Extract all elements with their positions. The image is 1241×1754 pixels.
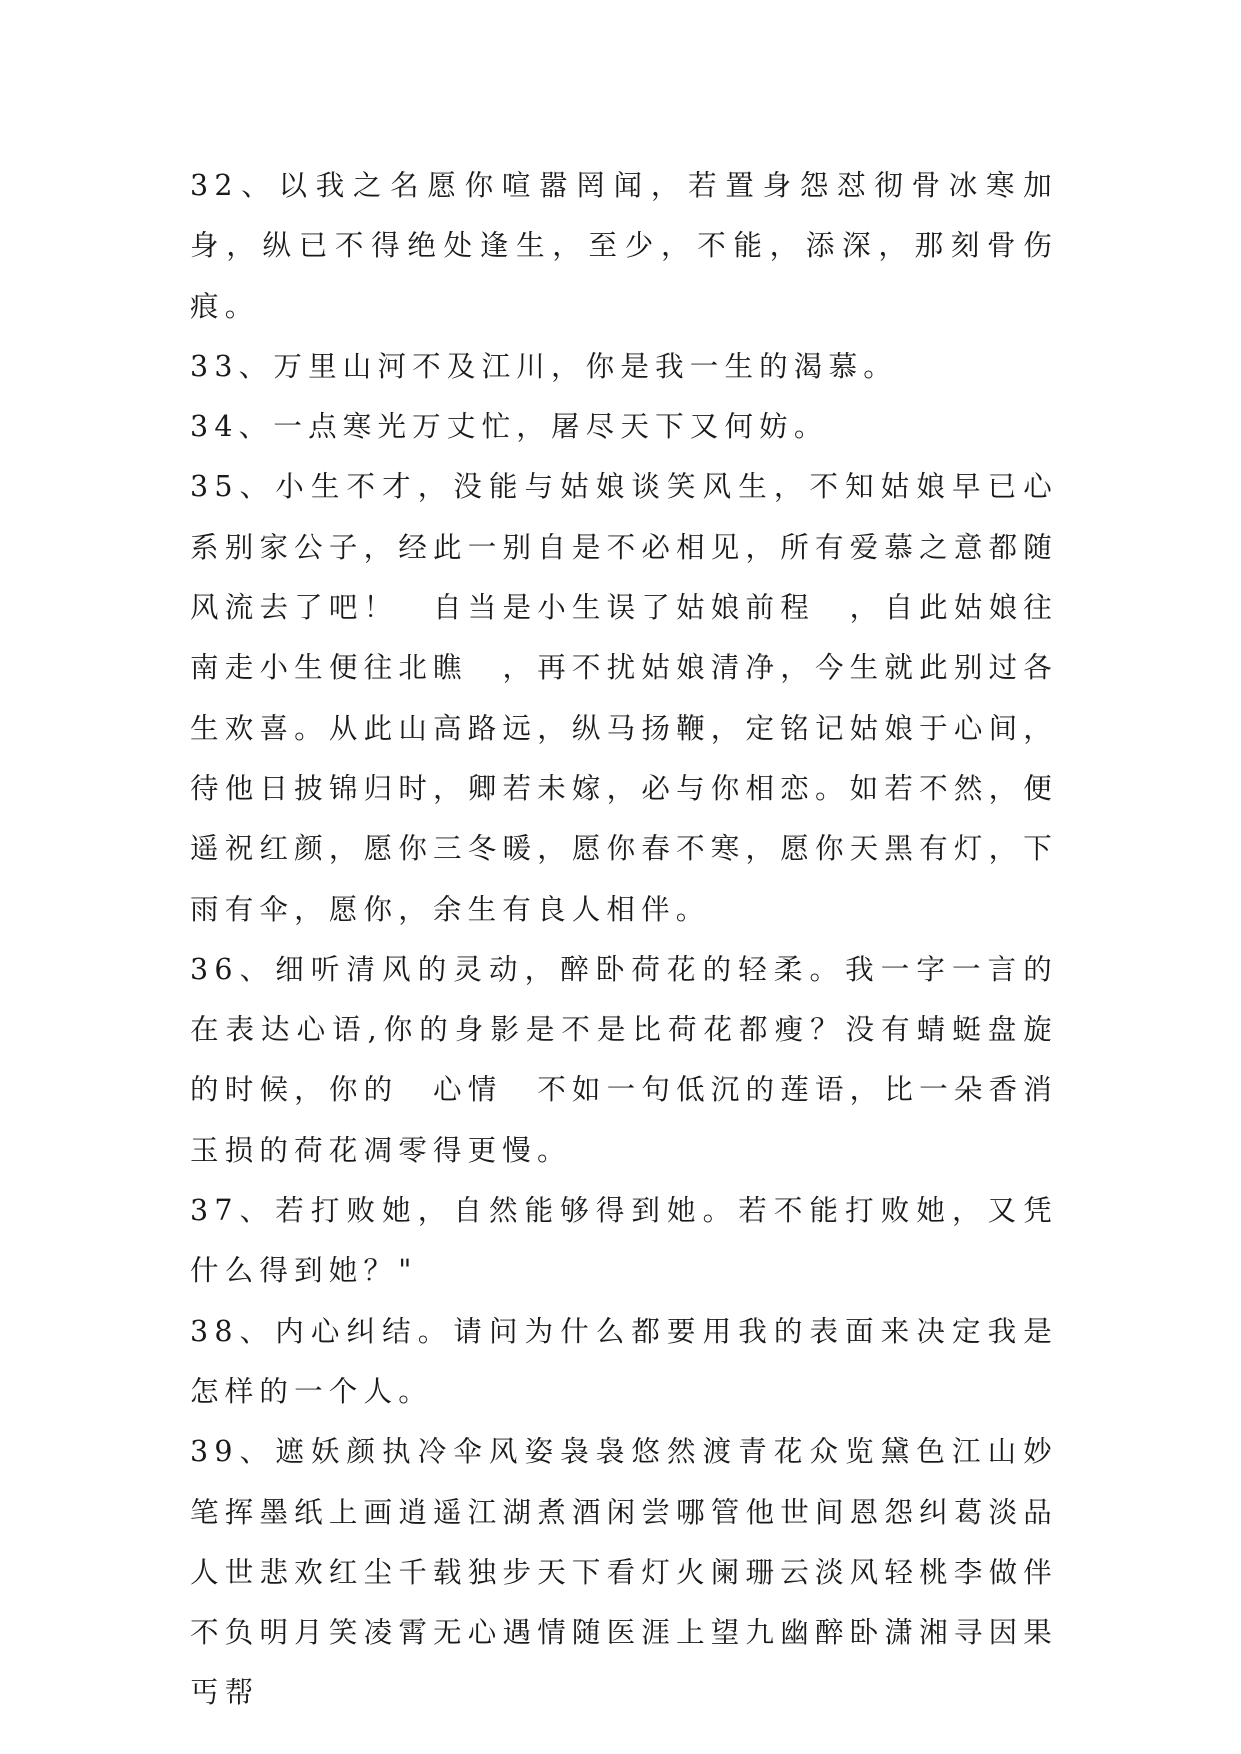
paragraph-38: 38、内心纠结。请问为什么都要用我的表面来决定我是怎样的一个人。: [190, 1314, 1058, 1408]
document-body: [190, 156, 1058, 1724]
paragraph-33: 33、万里山河不及江川，你是我一生的渴慕。: [190, 349, 898, 383]
paragraph-35: 35、小生不才，没能与姑娘谈笑风生，不知姑娘早已心系别家公子，经此一别自是不必相见，所有爱慕之意都随风流去了吧！ 自当是小生误了姑娘前程 ，自此姑娘往南走小生便往北瞧 ，再不扰姑娘清净，今生就此别过各生欢喜。从此山高路远，纵马扬鞭，定铭记姑娘于心间，待他日披锦归时，卿若未嫁，必与你相恋。如若不然，便遥祝红颜，愿你三冬暖，愿你春不寒，愿你天黑有灯，下雨有伞，愿你，余生有良人相伴。: [190, 470, 1058, 926]
paragraph-32: 32、以我之名愿你喧嚣罔闻，若置身怨怼彻骨冰寒加身，纵已不得绝处逢生，至少，不能，添深，那刻骨伤痕。: [190, 169, 1058, 323]
paragraph-34: 34、一点寒光万丈忙，屠尽天下又何妨。: [190, 410, 829, 444]
paragraph-37: 37、若打败她，自然能够得到她。若不能打败她，又凭什么得到她？": [190, 1194, 1058, 1288]
paragraph-36: 36、细听清风的灵动，醉卧荷花的轻柔。我一字一言的在表达心语,你的身影是不是比荷花都瘦？没有蜻蜓盘旋的时候，你的 心情 不如一句低沉的莲语，比一朵香消玉损的荷花凋零得更慢。: [190, 952, 1058, 1167]
paragraph-39: 39、遮妖颜执冷伞风姿袅袅悠然渡青花众览黛色江山妙笔挥墨纸上画逍遥江湖煮酒闲尝哪管他世间恩怨纠葛淡品人世悲欢红尘千载独步天下看灯火阑珊云淡风轻桃李做伴不负明月笑凌霄无心遇情随医涯上望九幽醉卧潇湘寻因果丐帮: [190, 1435, 1058, 1710]
